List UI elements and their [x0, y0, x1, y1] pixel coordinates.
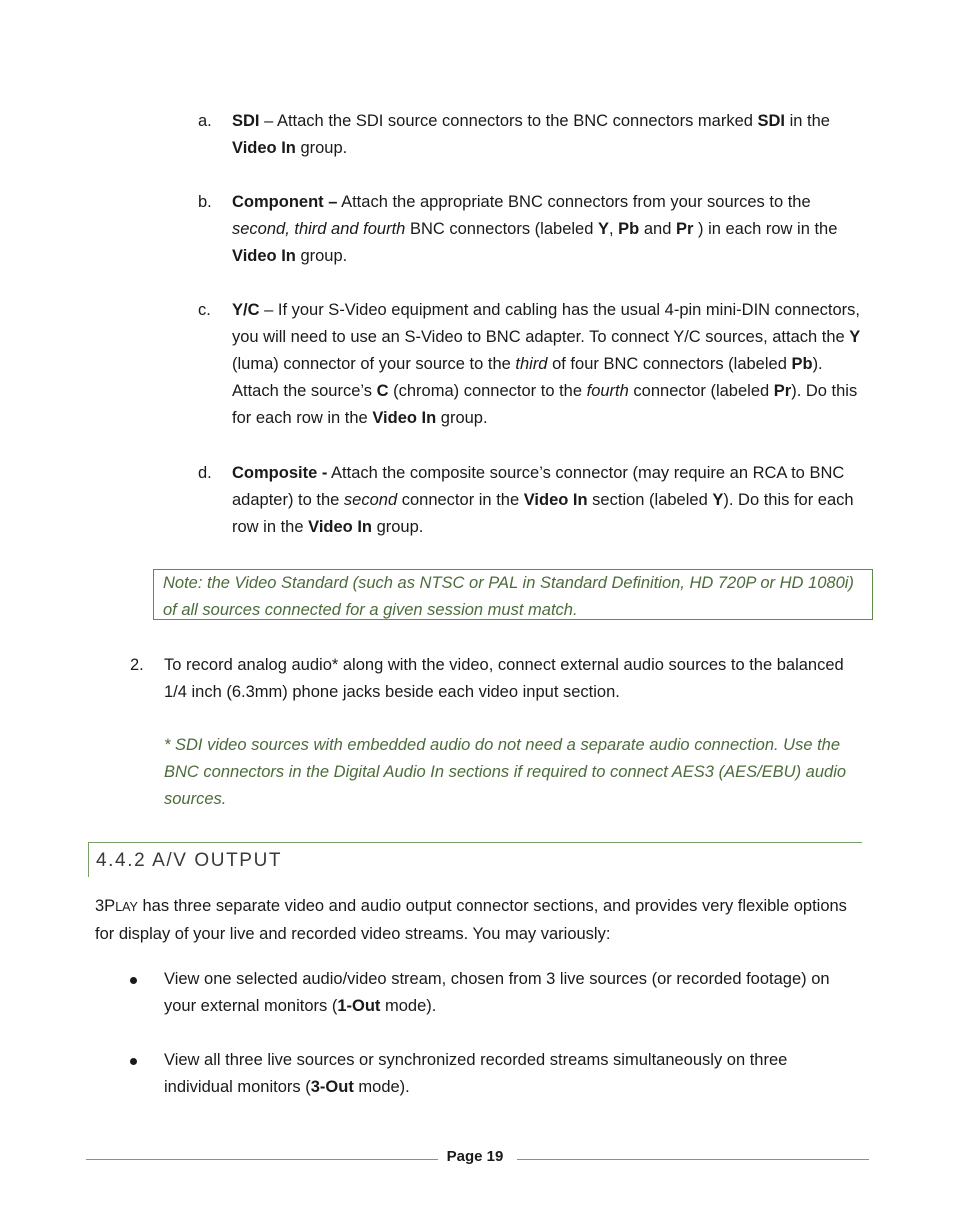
text-run: group. — [295, 139, 348, 157]
bold-run: Video In — [232, 139, 296, 157]
text-run: If your S-Video equipment and cabling has the usual 4-pin mini-DIN connectors, you will need to use an S-Video to BNC adapter. To connect Y/C sources, attach the — [232, 301, 860, 346]
bold-run: SDI — [757, 112, 786, 130]
text-run: , — [609, 220, 619, 238]
italic-run: second, third and fourth — [232, 220, 406, 238]
text-run: mode). — [353, 1078, 410, 1096]
text-run: mode). — [380, 997, 437, 1015]
text-run: group. — [295, 247, 348, 265]
page-number: Page 19 — [446, 1148, 504, 1165]
text-run: connector in the — [397, 491, 524, 509]
bullet-icon — [130, 1058, 137, 1065]
text-run: ) in each row in the — [693, 220, 838, 238]
text-run: (chroma) connector to the — [388, 382, 587, 400]
text-run: section (labeled — [587, 491, 713, 509]
italic-run: third — [515, 355, 548, 373]
bold-run: Component – — [232, 193, 338, 211]
text-run: of four BNC connectors (labeled — [547, 355, 792, 373]
text-run: group. — [436, 409, 488, 427]
text-run: View one selected audio/video stream, chosen from 3 live sources (or recorded footage) on your external monitors ( — [164, 970, 830, 1015]
step-number: 2. — [130, 656, 144, 674]
text-run: (luma) connector of your source to the — [232, 355, 516, 373]
bold-run: Video In — [232, 247, 296, 265]
text-run: View all three live sources or synchronized recorded streams simultaneously on three individual monitors ( — [164, 1051, 788, 1096]
italic-run: fourth — [586, 382, 629, 400]
bold-run: Pr — [773, 382, 792, 400]
bold-run: Video In — [308, 518, 372, 536]
text-run: Attach the appropriate BNC connectors from your sources to the — [337, 193, 811, 211]
list-item-b — [198, 189, 868, 270]
bold-run: Y — [849, 328, 861, 346]
bold-run: Composite - — [232, 464, 328, 482]
italic-run: second — [343, 491, 398, 509]
bold-run: Video In — [372, 409, 437, 427]
bullet-item — [130, 1047, 850, 1101]
list-marker: b. — [198, 193, 212, 211]
bold-run: Y — [597, 220, 609, 238]
text-run: connector (labeled — [628, 382, 774, 400]
footer-rule-left — [86, 1159, 438, 1160]
list-item-a — [198, 108, 868, 162]
bold-run: 1-Out — [337, 997, 381, 1015]
text-run: Attach the SDI source connectors to the BNC connectors marked — [276, 112, 758, 130]
bullet-text — [164, 1047, 850, 1101]
bold-run: Pb — [791, 355, 813, 373]
text-run: – — [259, 112, 277, 130]
step-2 — [130, 652, 850, 706]
footer-rule-right — [517, 1159, 869, 1160]
text-run: Attach the composite source’s connector (may require an RCA to BNC adapter) to the — [232, 464, 845, 509]
bold-run: SDI — [232, 112, 260, 130]
video-standard-note: Note: the Video Standard (such as NTSC or PAL in Standard Definition, HD 720P or HD 1080i) of all sources connected for a given session must match. — [153, 569, 873, 620]
brand-prefix: 3P — [95, 897, 116, 915]
text-run: ). Do this for each row in the — [232, 491, 854, 536]
bullet-icon — [130, 977, 137, 984]
bold-run: Y — [712, 491, 724, 509]
bullet-text — [164, 966, 850, 1020]
intro-text: has three separate video and audio output connector sections, and provides very flexible options for display of your live and recorded video streams. You may variously: — [95, 897, 847, 943]
intro-paragraph — [95, 893, 855, 948]
list-item-text — [232, 460, 868, 541]
list-item-d — [198, 460, 868, 541]
brand-smallcaps: LAY — [115, 900, 138, 914]
text-run: in the — [785, 112, 830, 130]
sdi-audio-footnote: * SDI video sources with embedded audio do not need a separate audio connection. Use the BNC connectors in the Digital Audio In sections if required to connect AES3 (AES/EBU) audio sources. — [164, 736, 847, 808]
section-heading-text: 4.4.2 A/V OUTPUT — [96, 850, 283, 871]
text-run: BNC connectors (labeled — [405, 220, 598, 238]
list-item-text — [232, 297, 868, 432]
bold-run: Pr — [675, 220, 694, 238]
bold-run: Y/C — [232, 301, 260, 319]
list-item-text — [232, 189, 868, 270]
list-marker: a. — [198, 112, 212, 130]
list-item-text — [232, 108, 868, 162]
bold-run: 3-Out — [310, 1078, 354, 1096]
text-run: ). Do this for each row in the — [232, 382, 858, 427]
bold-run: C — [376, 382, 389, 400]
list-marker: d. — [198, 464, 212, 482]
text-run: ). Attach the source’s — [232, 355, 823, 400]
text-run: – — [259, 301, 278, 319]
list-item-c — [198, 297, 868, 432]
text-run: group. — [372, 518, 424, 536]
bold-run: Video In — [523, 491, 588, 509]
bold-run: Pb — [618, 220, 640, 238]
text-run: and — [639, 220, 676, 238]
step-text: To record analog audio* along with the video, connect external audio sources to the balanced 1/4 inch (6.3mm) phone jacks beside each video input section. — [164, 656, 844, 701]
bullet-item — [130, 966, 850, 1020]
section-heading — [88, 842, 862, 877]
list-marker: c. — [198, 301, 211, 319]
